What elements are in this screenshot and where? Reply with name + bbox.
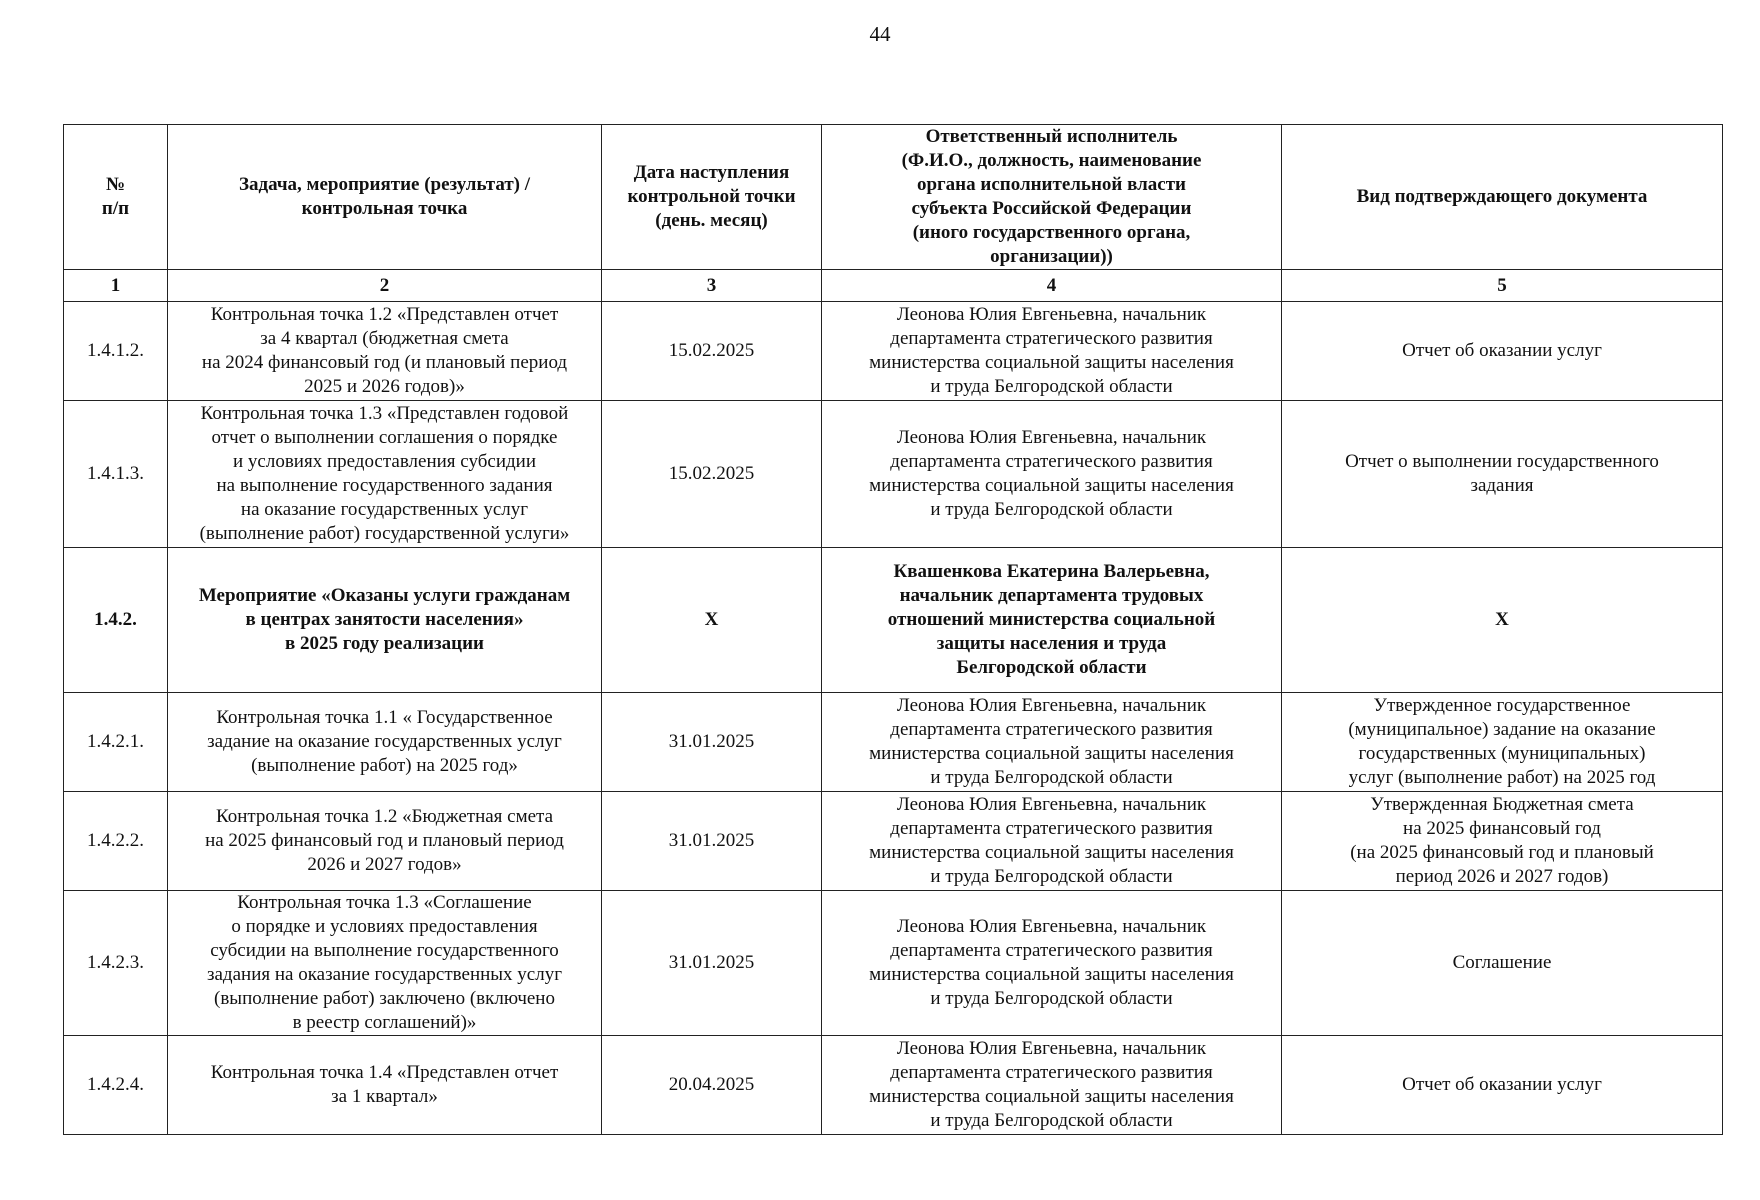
- table-header-row: [64, 125, 1723, 270]
- row-date: 31.01.2025: [602, 891, 822, 1036]
- row-document: Утвержденная Бюджетная смета на 2025 финансовый год (на 2025 финансовый год и плановый период 2026 и 2027 годов): [1282, 792, 1723, 891]
- row-date: 20.04.2025: [602, 1036, 822, 1135]
- row-task: Контрольная точка 1.2 «Бюджетная смета на 2025 финансовый год и плановый период 2026 и 2027 годов»: [168, 792, 602, 891]
- row-document: Отчет о выполнении государственного задания: [1282, 401, 1723, 548]
- table-row: [64, 891, 1723, 1036]
- row-number: 1.4.2.1.: [64, 693, 168, 792]
- row-task: Контрольная точка 1.4 «Представлен отчет за 1 квартал»: [168, 1036, 602, 1135]
- row-date: X: [602, 548, 822, 693]
- row-task: Контрольная точка 1.1 « Государственное задание на оказание государственных услуг (выполнение работ) на 2025 год»: [168, 693, 602, 792]
- column-number-row: [64, 270, 1723, 302]
- table-row: [64, 792, 1723, 891]
- row-executor: Леонова Юлия Евгеньевна, начальник департамента стратегического развития министерства социальной защиты населения и труда Белгородской области: [822, 891, 1282, 1036]
- column-number: 5: [1282, 270, 1723, 302]
- table-row-event: [64, 548, 1723, 693]
- header-executor: Ответственный исполнитель (Ф.И.О., должность, наименование органа исполнительной власти субъекта Российской Федерации (иного государственного органа, организации)): [822, 125, 1282, 270]
- row-document: Отчет об оказании услуг: [1282, 302, 1723, 401]
- header-document: Вид подтверждающего документа: [1282, 125, 1723, 270]
- row-number: 1.4.2.: [64, 548, 168, 693]
- row-executor: Леонова Юлия Евгеньевна, начальник департамента стратегического развития министерства социальной защиты населения и труда Белгородской области: [822, 302, 1282, 401]
- row-number: 1.4.1.3.: [64, 401, 168, 548]
- column-number: 3: [602, 270, 822, 302]
- row-document: Соглашение: [1282, 891, 1723, 1036]
- row-task: Контрольная точка 1.3 «Соглашение о порядке и условиях предоставления субсидии на выполнение государственного задания на оказание государственных услуг (выполнение работ) заключено (включено в реестр соглашений)»: [168, 891, 602, 1036]
- row-number: 1.4.2.4.: [64, 1036, 168, 1135]
- table-row: [64, 302, 1723, 401]
- row-date: 15.02.2025: [602, 401, 822, 548]
- row-task: Контрольная точка 1.3 «Представлен годовой отчет о выполнении соглашения о порядке и условиях предоставления субсидии на выполнение государственного задания на оказание государственных услуг (выполнение работ) государственной услуги»: [168, 401, 602, 548]
- row-executor: Леонова Юлия Евгеньевна, начальник департамента стратегического развития министерства социальной защиты населения и труда Белгородской области: [822, 1036, 1282, 1135]
- control-points-table: [63, 124, 1723, 1135]
- row-date: 31.01.2025: [602, 693, 822, 792]
- page-number: 44: [869, 22, 891, 46]
- table-row: [64, 401, 1723, 548]
- row-document: Утвержденное государственное (муниципальное) задание на оказание государственных (муниципальных) услуг (выполнение работ) на 2025 год: [1282, 693, 1723, 792]
- column-number: 2: [168, 270, 602, 302]
- column-number: 1: [64, 270, 168, 302]
- header-date: Дата наступления контрольной точки (день. месяц): [602, 125, 822, 270]
- row-document: Отчет об оказании услуг: [1282, 1036, 1723, 1135]
- row-executor: Леонова Юлия Евгеньевна, начальник департамента стратегического развития министерства социальной защиты населения и труда Белгородской области: [822, 693, 1282, 792]
- header-task: Задача, мероприятие (результат) / контрольная точка: [168, 125, 602, 270]
- row-task: Контрольная точка 1.2 «Представлен отчет за 4 квартал (бюджетная смета на 2024 финансовый год (и плановый период 2025 и 2026 годов)»: [168, 302, 602, 401]
- row-document: X: [1282, 548, 1723, 693]
- table-row: [64, 693, 1723, 792]
- row-executor: Леонова Юлия Евгеньевна, начальник департамента стратегического развития министерства социальной защиты населения и труда Белгородской области: [822, 401, 1282, 548]
- header-number: № п/п: [64, 125, 168, 270]
- row-date: 31.01.2025: [602, 792, 822, 891]
- row-number: 1.4.2.3.: [64, 891, 168, 1036]
- row-date: 15.02.2025: [602, 302, 822, 401]
- column-number: 4: [822, 270, 1282, 302]
- row-number: 1.4.2.2.: [64, 792, 168, 891]
- row-task: Мероприятие «Оказаны услуги гражданам в центрах занятости населения» в 2025 году реализации: [168, 548, 602, 693]
- row-executor: Квашенкова Екатерина Валерьевна, начальник департамента трудовых отношений министерства социальной защиты населения и труда Белгородской области: [822, 548, 1282, 693]
- table-row: [64, 1036, 1723, 1135]
- row-number: 1.4.1.2.: [64, 302, 168, 401]
- row-executor: Леонова Юлия Евгеньевна, начальник департамента стратегического развития министерства социальной защиты населения и труда Белгородской области: [822, 792, 1282, 891]
